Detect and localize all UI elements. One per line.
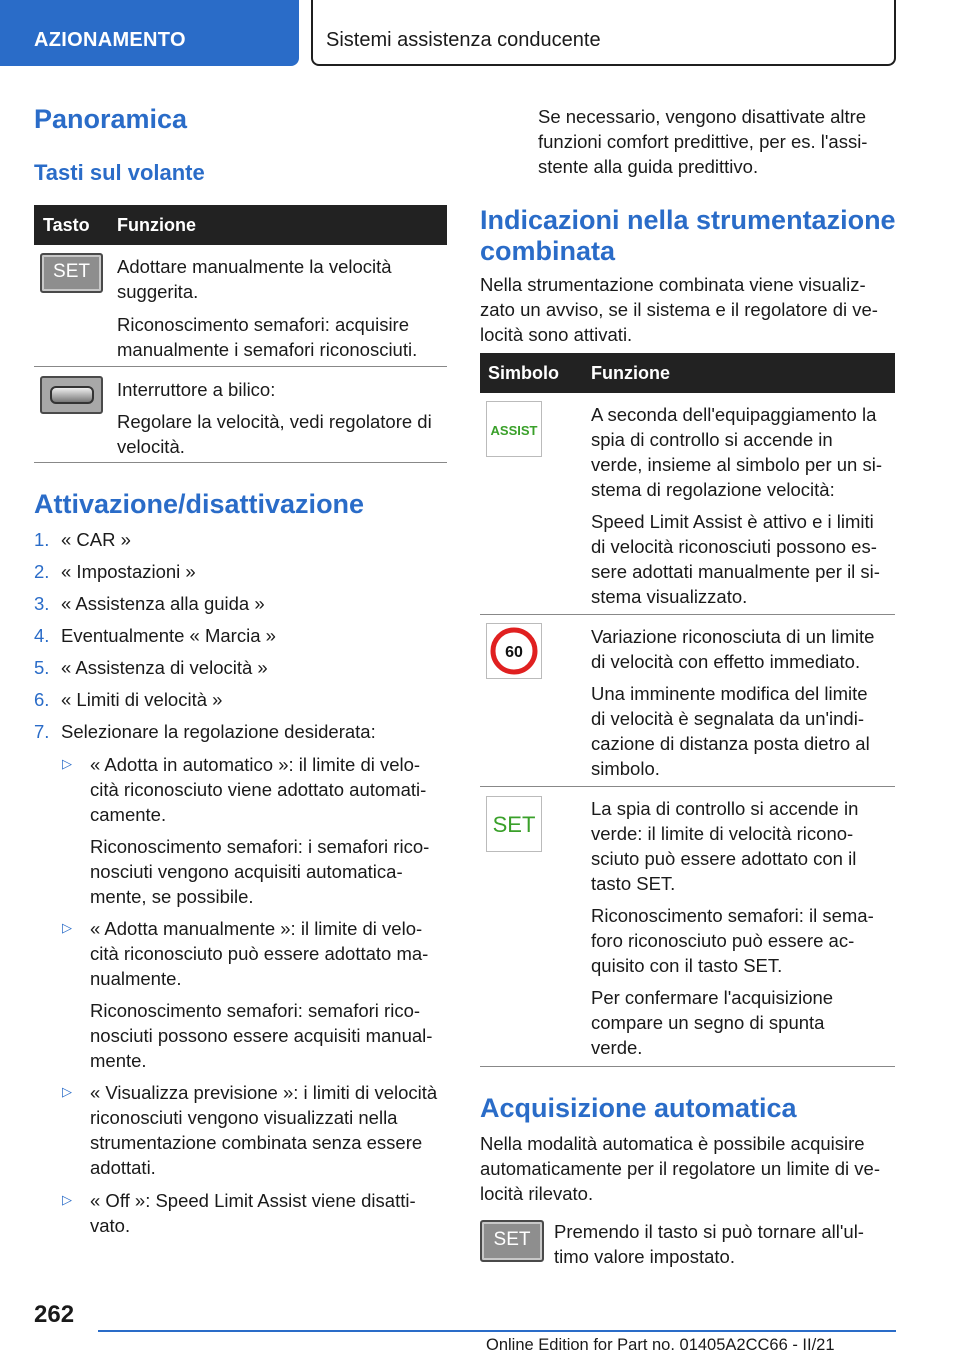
- indicazioni-text: zato un avviso, se il sistema e il regolatore di ve-: [480, 299, 878, 320]
- row-text: Variazione riconosciuta di un limite: [591, 626, 875, 647]
- step-number: 2.: [34, 561, 50, 582]
- row-divider: [480, 1066, 895, 1067]
- heading-attivazione: Attivazione/disattivazione: [34, 489, 365, 519]
- key-text: Premendo il tasto si può tornare all'ul-: [554, 1221, 864, 1242]
- bullet-text: cità riconosciuto può essere adottato ma-: [90, 943, 429, 964]
- bullet-text: mente.: [90, 1050, 147, 1071]
- set-green-symbol-text: SET: [492, 812, 536, 837]
- bullet-text: « Adotta in automatico »: il limite di velo-: [90, 754, 421, 775]
- set-green-symbol-icon: [486, 796, 542, 852]
- bullet-text: strumentazione combinata senza essere: [90, 1132, 423, 1153]
- heading-panoramica: Panoramica: [34, 104, 188, 134]
- row-text: foro riconosciuto può essere ac-: [591, 930, 855, 951]
- row1-line4: manualmente i semafori riconosciuti.: [117, 339, 418, 360]
- row-text: di velocità è segnalata da un'indi-: [591, 708, 864, 729]
- row-text: Per confermare l'acquisizione: [591, 987, 834, 1008]
- bullet-triangle-icon: ▷: [62, 1084, 72, 1099]
- row-text: Speed Limit Assist è attivo e i limiti: [591, 511, 874, 532]
- acquisizione-text: locità rilevato.: [480, 1183, 594, 1204]
- assist-symbol-icon: [486, 401, 542, 457]
- col-header-tasto: Tasto: [43, 215, 90, 235]
- bullet-triangle-icon: ▷: [62, 756, 72, 771]
- bullet-text: « Adotta manualmente »: il limite di velo-: [90, 918, 423, 939]
- row-text: tasto SET.: [591, 873, 676, 894]
- acquisizione-text: automaticamente per il regolatore un limite di ve-: [480, 1158, 880, 1179]
- rocker-switch-icon: [40, 376, 103, 414]
- bullet-text: nualmente.: [90, 968, 182, 989]
- row-text: cazione di distanza posta dietro al: [591, 733, 870, 754]
- bullet-triangle-icon: ▷: [62, 1192, 72, 1207]
- chapter-title: Sistemi assistenza conducente: [326, 29, 601, 51]
- bullet-text: camente.: [90, 804, 167, 825]
- row-text: simbolo.: [591, 758, 660, 779]
- row-text: di velocità con effetto immediato.: [591, 651, 861, 672]
- row-text: Riconoscimento semafori: il sema-: [591, 905, 874, 926]
- row-text: sciuto può essere adottato con il: [591, 848, 857, 869]
- table-header-symbols: [480, 353, 895, 393]
- row2-line2: Regolare la velocità, vedi regolatore di: [117, 411, 432, 432]
- heading-indicazioni-cont: combinata: [480, 236, 616, 266]
- chapter-tab: [311, 0, 896, 66]
- step-text: Eventualmente « Marcia »: [61, 625, 276, 646]
- row-text: spia di controllo si accende in: [591, 429, 833, 450]
- step-number: 3.: [34, 593, 50, 614]
- step-text: « CAR »: [61, 529, 131, 550]
- step-number: 6.: [34, 689, 50, 710]
- col-header-simbolo: Simbolo: [488, 363, 559, 383]
- bullet-text: « Visualizza previsione »: i limiti di velocità: [90, 1082, 438, 1103]
- row-text: compare un segno di spunta: [591, 1012, 825, 1033]
- col-header-funzione: Funzione: [591, 363, 670, 383]
- bullet-text: « Off »: Speed Limit Assist viene disatti-: [90, 1190, 416, 1211]
- row-text: verde, insieme al simbolo per un si-: [591, 454, 882, 475]
- bullet-text: mente, se possibile.: [90, 886, 254, 907]
- row-text: stema visualizzato.: [591, 586, 748, 607]
- heading-acquisizione: Acquisizione automatica: [480, 1093, 797, 1123]
- row-text: verde.: [591, 1037, 643, 1058]
- heading-indicazioni: Indicazioni nella strumentazione: [480, 205, 896, 235]
- section-tab: [0, 0, 299, 66]
- set-key-icon: SET: [480, 1220, 544, 1262]
- bullet-text: cità riconosciuto viene adottato automati-: [90, 779, 427, 800]
- step-number: 5.: [34, 657, 50, 678]
- indicazioni-text: Nella strumentazione combinata viene visualiz-: [480, 274, 866, 295]
- bullet-text: Riconoscimento semafori: i semafori rico-: [90, 836, 430, 857]
- row-text: di velocità riconosciuti possono es-: [591, 536, 877, 557]
- intro-text: Se necessario, vengono disattivate altre: [538, 106, 867, 127]
- row-text: verde: il limite di velocità ricono-: [591, 823, 854, 844]
- section-label: AZIONAMENTO: [34, 29, 186, 51]
- step-number: 1.: [34, 529, 50, 550]
- bullet-text: adottati.: [90, 1157, 156, 1178]
- set-key-icon: SET: [40, 253, 103, 293]
- row-text: La spia di controllo si accende in: [591, 798, 859, 819]
- row-divider: [480, 786, 895, 787]
- step-text: Selezionare la regolazione desiderata:: [61, 721, 376, 742]
- row-divider: [480, 614, 895, 615]
- step-number: 7.: [34, 721, 50, 742]
- assist-symbol-text: ASSIST: [490, 423, 538, 438]
- page-number: 262: [34, 1301, 75, 1328]
- bullet-text: nosciuti vengono acquisiti automatica-: [90, 861, 403, 882]
- row2-line1: Interruttore a bilico:: [117, 379, 276, 400]
- row-text: quisito con il tasto SET.: [591, 955, 783, 976]
- heading-tasti-volante: Tasti sul volante: [34, 160, 205, 185]
- key-text: timo valore impostato.: [554, 1246, 735, 1267]
- row-text: A seconda dell'equipaggiamento la: [591, 404, 877, 425]
- acquisizione-text: Nella modalità automatica è possibile acquisire: [480, 1133, 865, 1154]
- row1-line1: Adottare manualmente la velocità: [117, 256, 392, 277]
- step-text: « Limiti di velocità »: [61, 689, 223, 710]
- step-text: « Impostazioni »: [61, 561, 196, 582]
- bullet-triangle-icon: ▷: [62, 920, 72, 935]
- bullet-text: riconosciuti vengono visualizzati nella: [90, 1107, 398, 1128]
- step-number: 4.: [34, 625, 50, 646]
- indicazioni-text: locità sono attivati.: [480, 324, 633, 345]
- row-text: sere adottati manualmente per il si-: [591, 561, 880, 582]
- table-header-keys: [34, 205, 447, 245]
- row1-line2: suggerita.: [117, 281, 199, 302]
- speed-limit-sign-icon: [486, 623, 542, 679]
- footer-edition: Online Edition for Part no. 01405A2CC66 - II/21: [486, 1336, 835, 1354]
- row-divider: [34, 462, 447, 463]
- bullet-text: vato.: [90, 1215, 131, 1236]
- row-text: Una imminente modifica del limite: [591, 683, 868, 704]
- step-text: « Assistenza alla guida »: [61, 593, 265, 614]
- row-text: stema di regolazione velocità:: [591, 479, 835, 500]
- col-header-funzione: Funzione: [117, 215, 196, 235]
- bullet-text: nosciuti possono essere acquisiti manual-: [90, 1025, 433, 1046]
- speed-limit-value: 60: [505, 644, 523, 661]
- intro-text: stente alla guida predittivo.: [538, 156, 759, 177]
- row-divider: [34, 366, 447, 367]
- step-text: « Assistenza di velocità »: [61, 657, 268, 678]
- row1-line3: Riconoscimento semafori: acquisire: [117, 314, 410, 335]
- bullet-text: Riconoscimento semafori: semafori rico-: [90, 1000, 421, 1021]
- footer-divider: [98, 1330, 896, 1332]
- row2-line3: velocità.: [117, 436, 185, 457]
- intro-text: funzioni comfort predittive, per es. l'assi-: [538, 131, 868, 152]
